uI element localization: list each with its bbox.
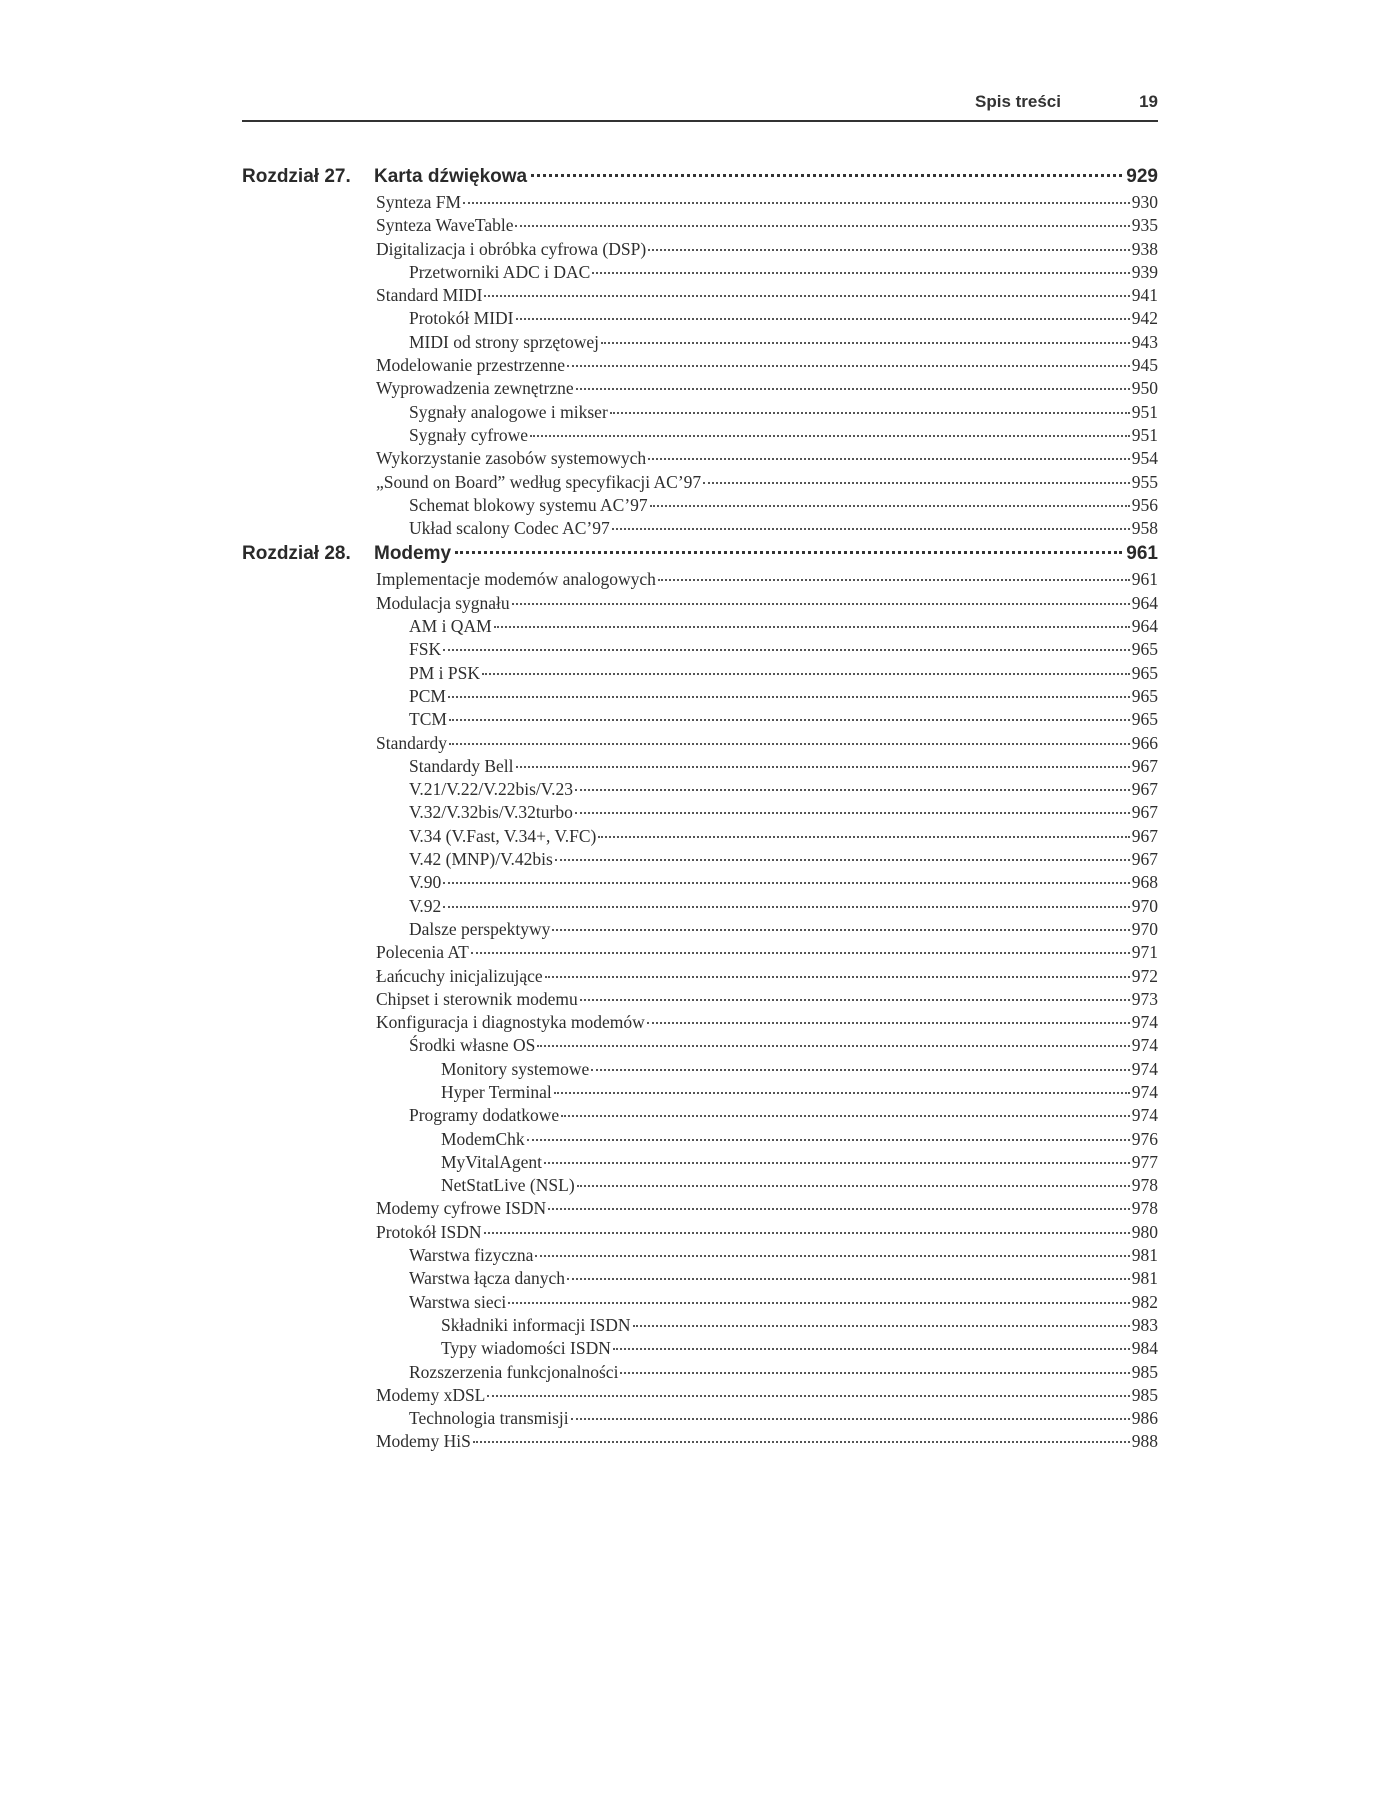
toc-entry-page-number: 976	[1131, 1128, 1158, 1149]
toc-entry-title: Warstwa łącza danych	[409, 1268, 566, 1289]
dot-leader	[443, 882, 1129, 884]
toc-entry	[376, 1244, 1158, 1267]
toc-entry-page-number: 970	[1131, 918, 1158, 939]
toc-entry-title: Digitalizacja i obróbka cyfrowa (DSP)	[376, 238, 647, 259]
toc-entry	[376, 307, 1158, 330]
toc-entry	[376, 1104, 1158, 1127]
toc-entry-page-number: 981	[1131, 1245, 1158, 1266]
toc-entry-page-number: 966	[1131, 732, 1158, 753]
toc-entry	[376, 801, 1158, 824]
dot-leader	[443, 649, 1130, 651]
toc-entry-title: V.34 (V.Fast, V.34+, V.FC)	[409, 825, 597, 846]
toc-entry-title: Monitory systemowe	[441, 1058, 590, 1079]
chapter-page-number: 961	[1126, 543, 1158, 565]
toc-entry-title: Sygnały cyfrowe	[409, 424, 529, 445]
dot-leader	[544, 1162, 1130, 1164]
dot-leader	[567, 365, 1130, 367]
toc-entry-title: Protokół ISDN	[376, 1221, 482, 1242]
toc-entry-title: Warstwa sieci	[409, 1291, 507, 1312]
chapter-title: Karta dźwiękowa	[374, 166, 528, 187]
toc-entry-page-number: 945	[1131, 355, 1158, 376]
toc-entry-title: Synteza WaveTable	[376, 215, 514, 236]
toc-entry	[376, 1174, 1158, 1197]
toc-entry	[376, 592, 1158, 615]
toc-entry	[376, 471, 1158, 494]
toc-entry-page-number: 972	[1131, 965, 1158, 986]
toc-entry	[376, 778, 1158, 801]
dot-leader	[535, 1255, 1129, 1257]
toc-entry-title: Polecenia AT	[376, 942, 469, 963]
toc-entry-page-number: 986	[1131, 1408, 1158, 1429]
toc-entry	[376, 848, 1158, 871]
page-number: 19	[1139, 92, 1158, 111]
dot-leader	[484, 1232, 1130, 1234]
toc-entry-page-number: 961	[1131, 569, 1158, 590]
toc-entry-page-number: 978	[1131, 1198, 1158, 1219]
toc-entry	[376, 191, 1158, 214]
dot-leader	[545, 976, 1130, 978]
toc-entry-title: Środki własne OS	[409, 1035, 536, 1056]
chapter-entries	[242, 191, 1158, 540]
toc-entry-page-number: 973	[1131, 988, 1158, 1009]
dot-leader	[508, 1302, 1130, 1304]
toc-entry	[376, 662, 1158, 685]
dot-leader	[703, 482, 1130, 484]
toc-entry	[376, 871, 1158, 894]
toc-entry-page-number: 967	[1131, 825, 1158, 846]
dot-leader	[576, 388, 1130, 390]
toc-entry-title: Składniki informacji ISDN	[441, 1314, 631, 1335]
dot-leader	[487, 1395, 1129, 1397]
toc-entry-title: ModemChk	[441, 1128, 525, 1149]
chapter-row	[242, 163, 1158, 191]
toc-entry	[376, 1291, 1158, 1314]
toc-entry-title: Łańcuchy inicjalizujące	[376, 965, 543, 986]
toc-entry-page-number: 984	[1131, 1338, 1158, 1359]
toc-entry-title: V.21/V.22/V.22bis/V.23	[409, 779, 574, 800]
chapter-number: Rozdział 28.	[242, 543, 351, 565]
toc-entry-title: MIDI od strony sprzętowej	[409, 331, 600, 352]
toc-entry	[376, 941, 1158, 964]
toc-entry-page-number: 985	[1131, 1384, 1158, 1405]
dot-leader	[527, 1139, 1130, 1141]
toc-entry	[376, 1337, 1158, 1360]
chapter-number: Rozdział 27.	[242, 166, 351, 187]
dot-leader	[448, 696, 1130, 698]
dot-leader	[612, 528, 1130, 530]
toc-entry	[376, 1430, 1158, 1453]
dot-leader	[598, 836, 1129, 838]
toc-entry	[376, 377, 1158, 400]
toc-entry	[376, 918, 1158, 941]
toc-entry	[376, 1314, 1158, 1337]
toc-entry-page-number: 988	[1131, 1431, 1158, 1452]
toc-entry-title: Dalsze perspektywy	[409, 918, 551, 939]
toc-entry-title: Typy wiadomości ISDN	[441, 1338, 611, 1359]
toc-entry	[376, 825, 1158, 848]
dot-leader	[554, 1092, 1130, 1094]
dot-leader	[482, 673, 1130, 675]
toc-entry-title: V.90	[409, 872, 442, 893]
toc-entry	[376, 615, 1158, 638]
dot-leader	[449, 743, 1130, 745]
dot-leader	[575, 789, 1130, 791]
toc-entry-page-number: 950	[1131, 378, 1158, 399]
toc-entry	[376, 1384, 1158, 1407]
toc-entry	[376, 1058, 1158, 1081]
toc-entry-page-number: 955	[1131, 471, 1158, 492]
page-header	[242, 90, 1158, 122]
dot-leader	[455, 551, 1122, 554]
toc-entry-title: Sygnały analogowe i mikser	[409, 401, 608, 422]
toc-entry-title: PCM	[409, 685, 446, 706]
toc-entry-page-number: 974	[1131, 1012, 1158, 1033]
dot-leader	[575, 812, 1130, 814]
toc-entry-page-number: 982	[1131, 1291, 1158, 1312]
toc-entry-page-number: 974	[1131, 1058, 1158, 1079]
toc-entry	[376, 1034, 1158, 1057]
toc-entry-title: V.92	[409, 895, 442, 916]
chapter-heading	[242, 163, 1158, 191]
dot-leader	[443, 906, 1129, 908]
dot-leader	[610, 412, 1130, 414]
toc-entry-page-number: 974	[1131, 1035, 1158, 1056]
toc-entry	[376, 1081, 1158, 1104]
toc-entry	[376, 965, 1158, 988]
toc-entry	[376, 732, 1158, 755]
toc-entry-title: Rozszerzenia funkcjonalności	[409, 1361, 619, 1382]
toc-entry-title: TCM	[409, 709, 447, 730]
toc-entry-page-number: 930	[1131, 192, 1158, 212]
dot-leader	[531, 174, 1122, 177]
table-of-contents	[242, 163, 1158, 1454]
toc-entry-page-number: 970	[1131, 895, 1158, 916]
toc-entry	[376, 1361, 1158, 1384]
toc-entry-page-number: 942	[1131, 308, 1158, 329]
toc-entry-title: Układ scalony Codec AC’97	[409, 518, 610, 539]
dot-leader	[473, 1441, 1130, 1443]
toc-entry-page-number: 941	[1131, 285, 1158, 306]
toc-entry-page-number: 968	[1131, 872, 1158, 893]
toc-entry-page-number: 977	[1131, 1151, 1158, 1172]
chapter-title: Modemy	[374, 543, 452, 565]
toc-entry	[376, 401, 1158, 424]
dot-leader	[647, 1022, 1130, 1024]
toc-entry-page-number: 983	[1131, 1314, 1158, 1335]
dot-leader	[552, 929, 1129, 931]
toc-entry-page-number: 971	[1131, 942, 1158, 963]
toc-entry	[376, 1128, 1158, 1151]
toc-entry-page-number: 956	[1131, 494, 1158, 515]
toc-entry-title: Hyper Terminal	[441, 1081, 552, 1102]
toc-entry-title: MyVitalAgent	[441, 1151, 543, 1172]
dot-leader	[633, 1325, 1130, 1327]
dot-leader	[516, 766, 1130, 768]
running-header-title: Spis treści	[975, 92, 1061, 111]
toc-entry	[376, 568, 1158, 591]
dot-leader	[567, 1278, 1130, 1280]
toc-entry-page-number: 965	[1131, 709, 1158, 730]
dot-leader	[530, 435, 1130, 437]
toc-entry-page-number: 967	[1131, 779, 1158, 800]
dot-leader	[648, 249, 1130, 251]
toc-entry	[376, 494, 1158, 517]
dot-leader	[613, 1348, 1130, 1350]
toc-entry-page-number: 967	[1131, 802, 1158, 823]
toc-entry	[376, 261, 1158, 284]
toc-entry	[376, 238, 1158, 261]
toc-entry	[376, 1011, 1158, 1034]
dot-leader	[658, 579, 1130, 581]
toc-entry-page-number: 964	[1131, 592, 1158, 613]
dot-leader	[620, 1372, 1129, 1374]
toc-entry-page-number: 951	[1131, 401, 1158, 422]
toc-entry-title: Wykorzystanie zasobów systemowych	[376, 448, 647, 469]
toc-entry	[376, 1267, 1158, 1290]
toc-entry-page-number: 965	[1131, 639, 1158, 660]
toc-entry-page-number: 938	[1131, 238, 1158, 259]
toc-entry-title: Modemy cyfrowe ISDN	[376, 1198, 547, 1219]
dot-leader	[463, 202, 1130, 204]
dot-leader	[591, 1069, 1129, 1071]
chapter-heading	[242, 540, 1158, 568]
toc-entry	[376, 447, 1158, 470]
toc-entry-page-number: 943	[1131, 331, 1158, 352]
toc-entry-title: Synteza FM	[376, 192, 462, 212]
dot-leader	[449, 719, 1130, 721]
toc-entry-page-number: 967	[1131, 755, 1158, 776]
toc-entry-title: Chipset i sterownik modemu	[376, 988, 578, 1009]
toc-entry	[376, 755, 1158, 778]
dot-leader	[650, 505, 1130, 507]
toc-entry-title: Standard MIDI	[376, 285, 483, 306]
dot-leader	[471, 952, 1130, 954]
toc-entry-title: V.42 (MNP)/V.42bis	[409, 849, 553, 870]
toc-entry-title: Warstwa fizyczna	[409, 1245, 534, 1266]
toc-entry-page-number: 967	[1131, 849, 1158, 870]
toc-entry-title: Modulacja sygnału	[376, 592, 510, 613]
toc-entry-title: Modemy xDSL	[376, 1384, 486, 1405]
dot-leader	[577, 1185, 1130, 1187]
toc-entry-page-number: 954	[1131, 448, 1158, 469]
toc-entry-page-number: 939	[1131, 261, 1158, 282]
toc-entry-page-number: 958	[1131, 518, 1158, 539]
toc-entry	[376, 1221, 1158, 1244]
toc-entry	[376, 708, 1158, 731]
toc-entry-title: Standardy Bell	[409, 755, 514, 776]
toc-entry-page-number: 951	[1131, 424, 1158, 445]
toc-entry-page-number: 935	[1131, 215, 1158, 236]
dot-leader	[601, 342, 1130, 344]
chapter-entries	[242, 568, 1158, 1453]
toc-entry	[376, 638, 1158, 661]
toc-entry	[376, 685, 1158, 708]
dot-leader	[548, 1208, 1130, 1210]
toc-entry	[376, 424, 1158, 447]
dot-leader	[580, 999, 1130, 1001]
toc-entry-page-number: 965	[1131, 685, 1158, 706]
toc-entry-title: PM i PSK	[409, 662, 481, 683]
toc-entry	[376, 1407, 1158, 1430]
toc-entry	[376, 1197, 1158, 1220]
toc-entry-title: Przetworniki ADC i DAC	[409, 261, 591, 282]
toc-entry-page-number: 980	[1131, 1221, 1158, 1242]
toc-entry	[376, 354, 1158, 377]
toc-entry-title: Konfiguracja i diagnostyka modemów	[376, 1012, 645, 1033]
toc-entry	[376, 517, 1158, 540]
dot-leader	[571, 1418, 1130, 1420]
toc-entry-title: Modemy HiS	[376, 1431, 471, 1452]
toc-entry-title: „Sound on Board” według specyfikacji AC’97	[376, 471, 702, 492]
toc-entry-title: AM i QAM	[409, 616, 492, 637]
toc-entry-page-number: 981	[1131, 1268, 1158, 1289]
toc-entry-title: FSK	[409, 639, 442, 660]
toc-entry-page-number: 974	[1131, 1105, 1158, 1126]
dot-leader	[561, 1115, 1130, 1117]
toc-entry-page-number: 974	[1131, 1081, 1158, 1102]
dot-leader	[555, 859, 1130, 861]
toc-entry	[376, 284, 1158, 307]
toc-entry-title: Programy dodatkowe	[409, 1105, 560, 1126]
toc-entry-title: Wyprowadzenia zewnętrzne	[376, 378, 574, 399]
toc-entry-title: NetStatLive (NSL)	[441, 1175, 575, 1196]
dot-leader	[484, 295, 1129, 297]
toc-entry	[376, 331, 1158, 354]
toc-entry-page-number: 964	[1131, 616, 1158, 637]
chapter-row	[242, 540, 1158, 568]
toc-entry-title: V.32/V.32bis/V.32turbo	[409, 802, 573, 823]
toc-entry-title: Standardy	[376, 732, 447, 753]
toc-entry-title: Protokół MIDI	[409, 308, 514, 329]
dot-leader	[592, 272, 1129, 274]
toc-entry-title: Implementacje modemów analogowych	[376, 569, 656, 590]
dot-leader	[516, 318, 1130, 320]
toc-entry	[376, 1151, 1158, 1174]
toc-entry	[376, 895, 1158, 918]
toc-entry-page-number: 978	[1131, 1175, 1158, 1196]
dot-leader	[494, 626, 1130, 628]
dot-leader	[648, 458, 1130, 460]
toc-entry-title: Technologia transmisji	[409, 1408, 569, 1429]
toc-entry-page-number: 965	[1131, 662, 1158, 683]
toc-entry	[376, 214, 1158, 237]
toc-entry-title: Modelowanie przestrzenne	[376, 355, 566, 376]
chapter-page-number: 929	[1126, 166, 1158, 187]
toc-entry-page-number: 985	[1131, 1361, 1158, 1382]
toc-entry-title: Schemat blokowy systemu AC’97	[409, 494, 648, 515]
dot-leader	[537, 1045, 1129, 1047]
toc-entry	[376, 988, 1158, 1011]
dot-leader	[515, 225, 1129, 227]
dot-leader	[512, 603, 1130, 605]
